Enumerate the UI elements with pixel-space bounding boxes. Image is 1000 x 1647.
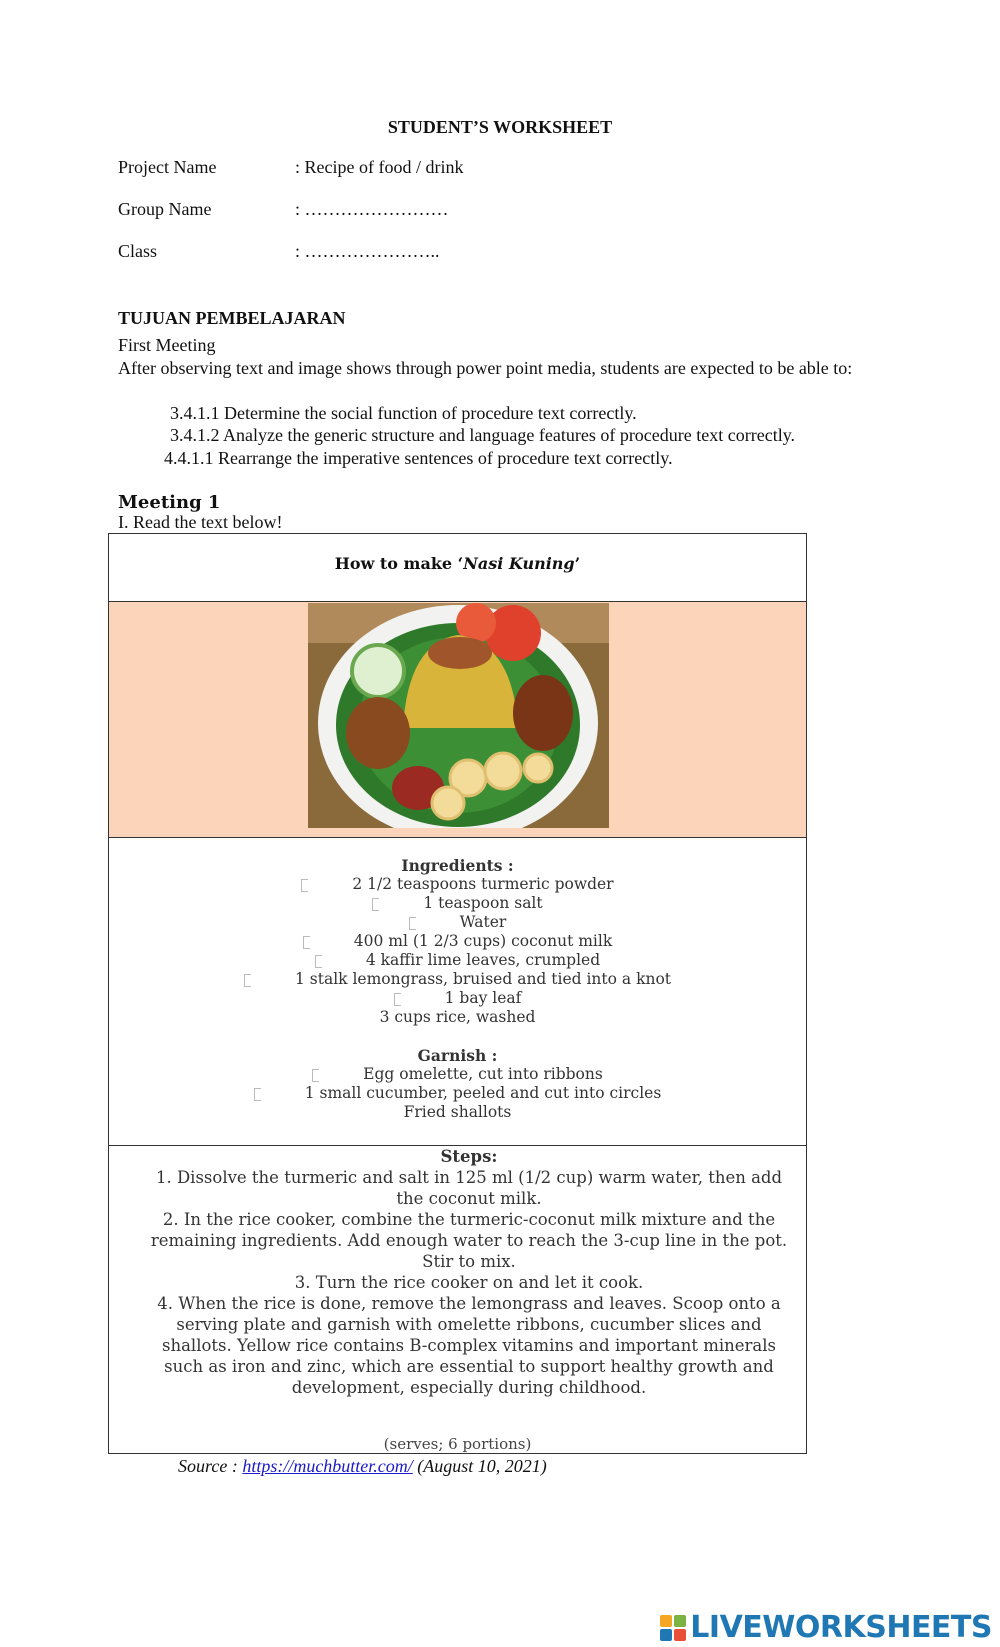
step-item: 2. In the rice cooker, combine the turmeric-coconut milk mixture and the remaining ingredients. Add enough water to reach the 3-cup line in the pot. Stir to mix.	[150, 1210, 788, 1271]
step-item: 4. When the rice is done, remove the lemongrass and leaves. Scoop onto a serving plate and garnish with omelette ribbons, cucumber slices and shallots. Yellow rice contains B-complex vitamins and important minerals such as iron and zinc, which are essential to support healthy growth and development, especially during childhood.	[157, 1294, 781, 1397]
bullet-icon	[301, 879, 308, 892]
liveworksheets-logo[interactable]	[660, 1610, 992, 1645]
step-item: 3. Turn the rice cooker on and let it cook.	[294, 1273, 644, 1292]
ingredient-text: 3 cups rice, washed	[379, 1008, 536, 1026]
spacer	[109, 1027, 806, 1046]
meeting-heading: Meeting 1	[118, 492, 221, 513]
recipe-title	[109, 554, 806, 573]
class-value: : …………………..	[295, 241, 440, 261]
project-name-label: Project Name	[118, 157, 217, 177]
recipe-title-prefix: How to make ‘	[334, 554, 464, 573]
bullet-icon	[409, 917, 416, 930]
objectives-subheading: First Meeting	[118, 335, 216, 355]
ingredient-text: Water	[459, 913, 507, 931]
ingredient-text: 1 bay leaf	[444, 989, 522, 1007]
ingredient-item	[109, 894, 806, 913]
recipe-title-name: Nasi Kuning	[463, 554, 575, 573]
ingredients-row	[109, 838, 806, 1146]
garnish-text: Egg omelette, cut into ribbons	[363, 1065, 603, 1083]
garnish-text: 1 small cucumber, peeled and cut into circles	[304, 1084, 662, 1102]
ingredients-block	[109, 856, 806, 1122]
garnish-item	[109, 1103, 806, 1122]
steps-row	[109, 1146, 806, 1453]
recipe-table	[108, 533, 807, 1454]
ingredient-item	[109, 932, 806, 951]
bullet-icon	[315, 955, 322, 968]
source-date: (August 10, 2021)	[412, 1456, 547, 1476]
bullet-icon	[372, 898, 379, 911]
ingredient-text: 4 kaffir lime leaves, crumpled	[365, 951, 601, 969]
source-line	[178, 1456, 547, 1477]
liveworksheets-logo-icon	[660, 1615, 686, 1641]
serves-note: (serves; 6 portions)	[383, 1435, 532, 1453]
ingredient-item	[109, 1008, 806, 1027]
bullet-icon	[312, 1069, 319, 1082]
objective-item: 3.4.1.2 Analyze the generic structure and language features of procedure text correctly.	[170, 425, 796, 445]
recipe-title-suffix: ’	[574, 554, 581, 573]
recipe-image-row	[109, 602, 806, 838]
objective-item: 3.4.1.1 Determine the social function of procedure text correctly.	[170, 403, 637, 423]
source-link[interactable]: https://muchbutter.com/	[242, 1456, 413, 1476]
bullet-icon	[394, 993, 401, 1006]
objectives-intro: After observing text and image shows through power point media, students are expected to be able to:	[118, 358, 853, 378]
steps-heading: Steps:	[440, 1147, 498, 1166]
nasi-kuning-photo	[308, 603, 609, 828]
bullet-icon	[244, 974, 251, 987]
page-title: STUDENT’S WORKSHEET	[387, 117, 613, 137]
class-label: Class	[118, 241, 158, 261]
meeting-instruction: I. Read the text below!	[118, 512, 283, 532]
group-name-label: Group Name	[118, 199, 212, 219]
steps-block	[149, 1146, 789, 1398]
ingredient-text: 1 teaspoon salt	[423, 894, 543, 912]
ingredient-item	[109, 913, 806, 932]
step-item: 1. Dissolve the turmeric and salt in 125 ml (1/2 cup) warm water, then add the coconut milk.	[155, 1168, 783, 1208]
liveworksheets-logo-text: LIVEWORKSHEETS	[690, 1610, 992, 1645]
ingredient-text: 1 stalk lemongrass, bruised and tied into a knot	[294, 970, 672, 988]
ingredient-item	[109, 970, 806, 989]
source-label: Source :	[178, 1456, 243, 1476]
project-name-value: : Recipe of food / drink	[295, 157, 464, 177]
garnish-heading: Garnish :	[417, 1046, 498, 1065]
ingredient-item	[109, 951, 806, 970]
objectives-heading: TUJUAN PEMBELAJARAN	[118, 308, 346, 328]
bullet-icon	[303, 936, 310, 949]
garnish-item	[109, 1084, 806, 1103]
ingredient-item	[109, 875, 806, 894]
ingredient-text: 2 1/2 teaspoons turmeric powder	[352, 875, 614, 893]
recipe-title-row	[109, 534, 806, 602]
garnish-item	[109, 1065, 806, 1084]
bullet-icon	[254, 1088, 261, 1101]
ingredients-heading: Ingredients :	[401, 856, 514, 875]
ingredient-text: 400 ml (1 2/3 cups) coconut milk	[353, 932, 613, 950]
group-name-value: : ……………………	[295, 199, 449, 219]
garnish-text: Fried shallots	[403, 1103, 512, 1121]
objective-item: 4.4.1.1 Rearrange the imperative sentences of procedure text correctly.	[164, 448, 673, 468]
ingredient-item	[109, 989, 806, 1008]
